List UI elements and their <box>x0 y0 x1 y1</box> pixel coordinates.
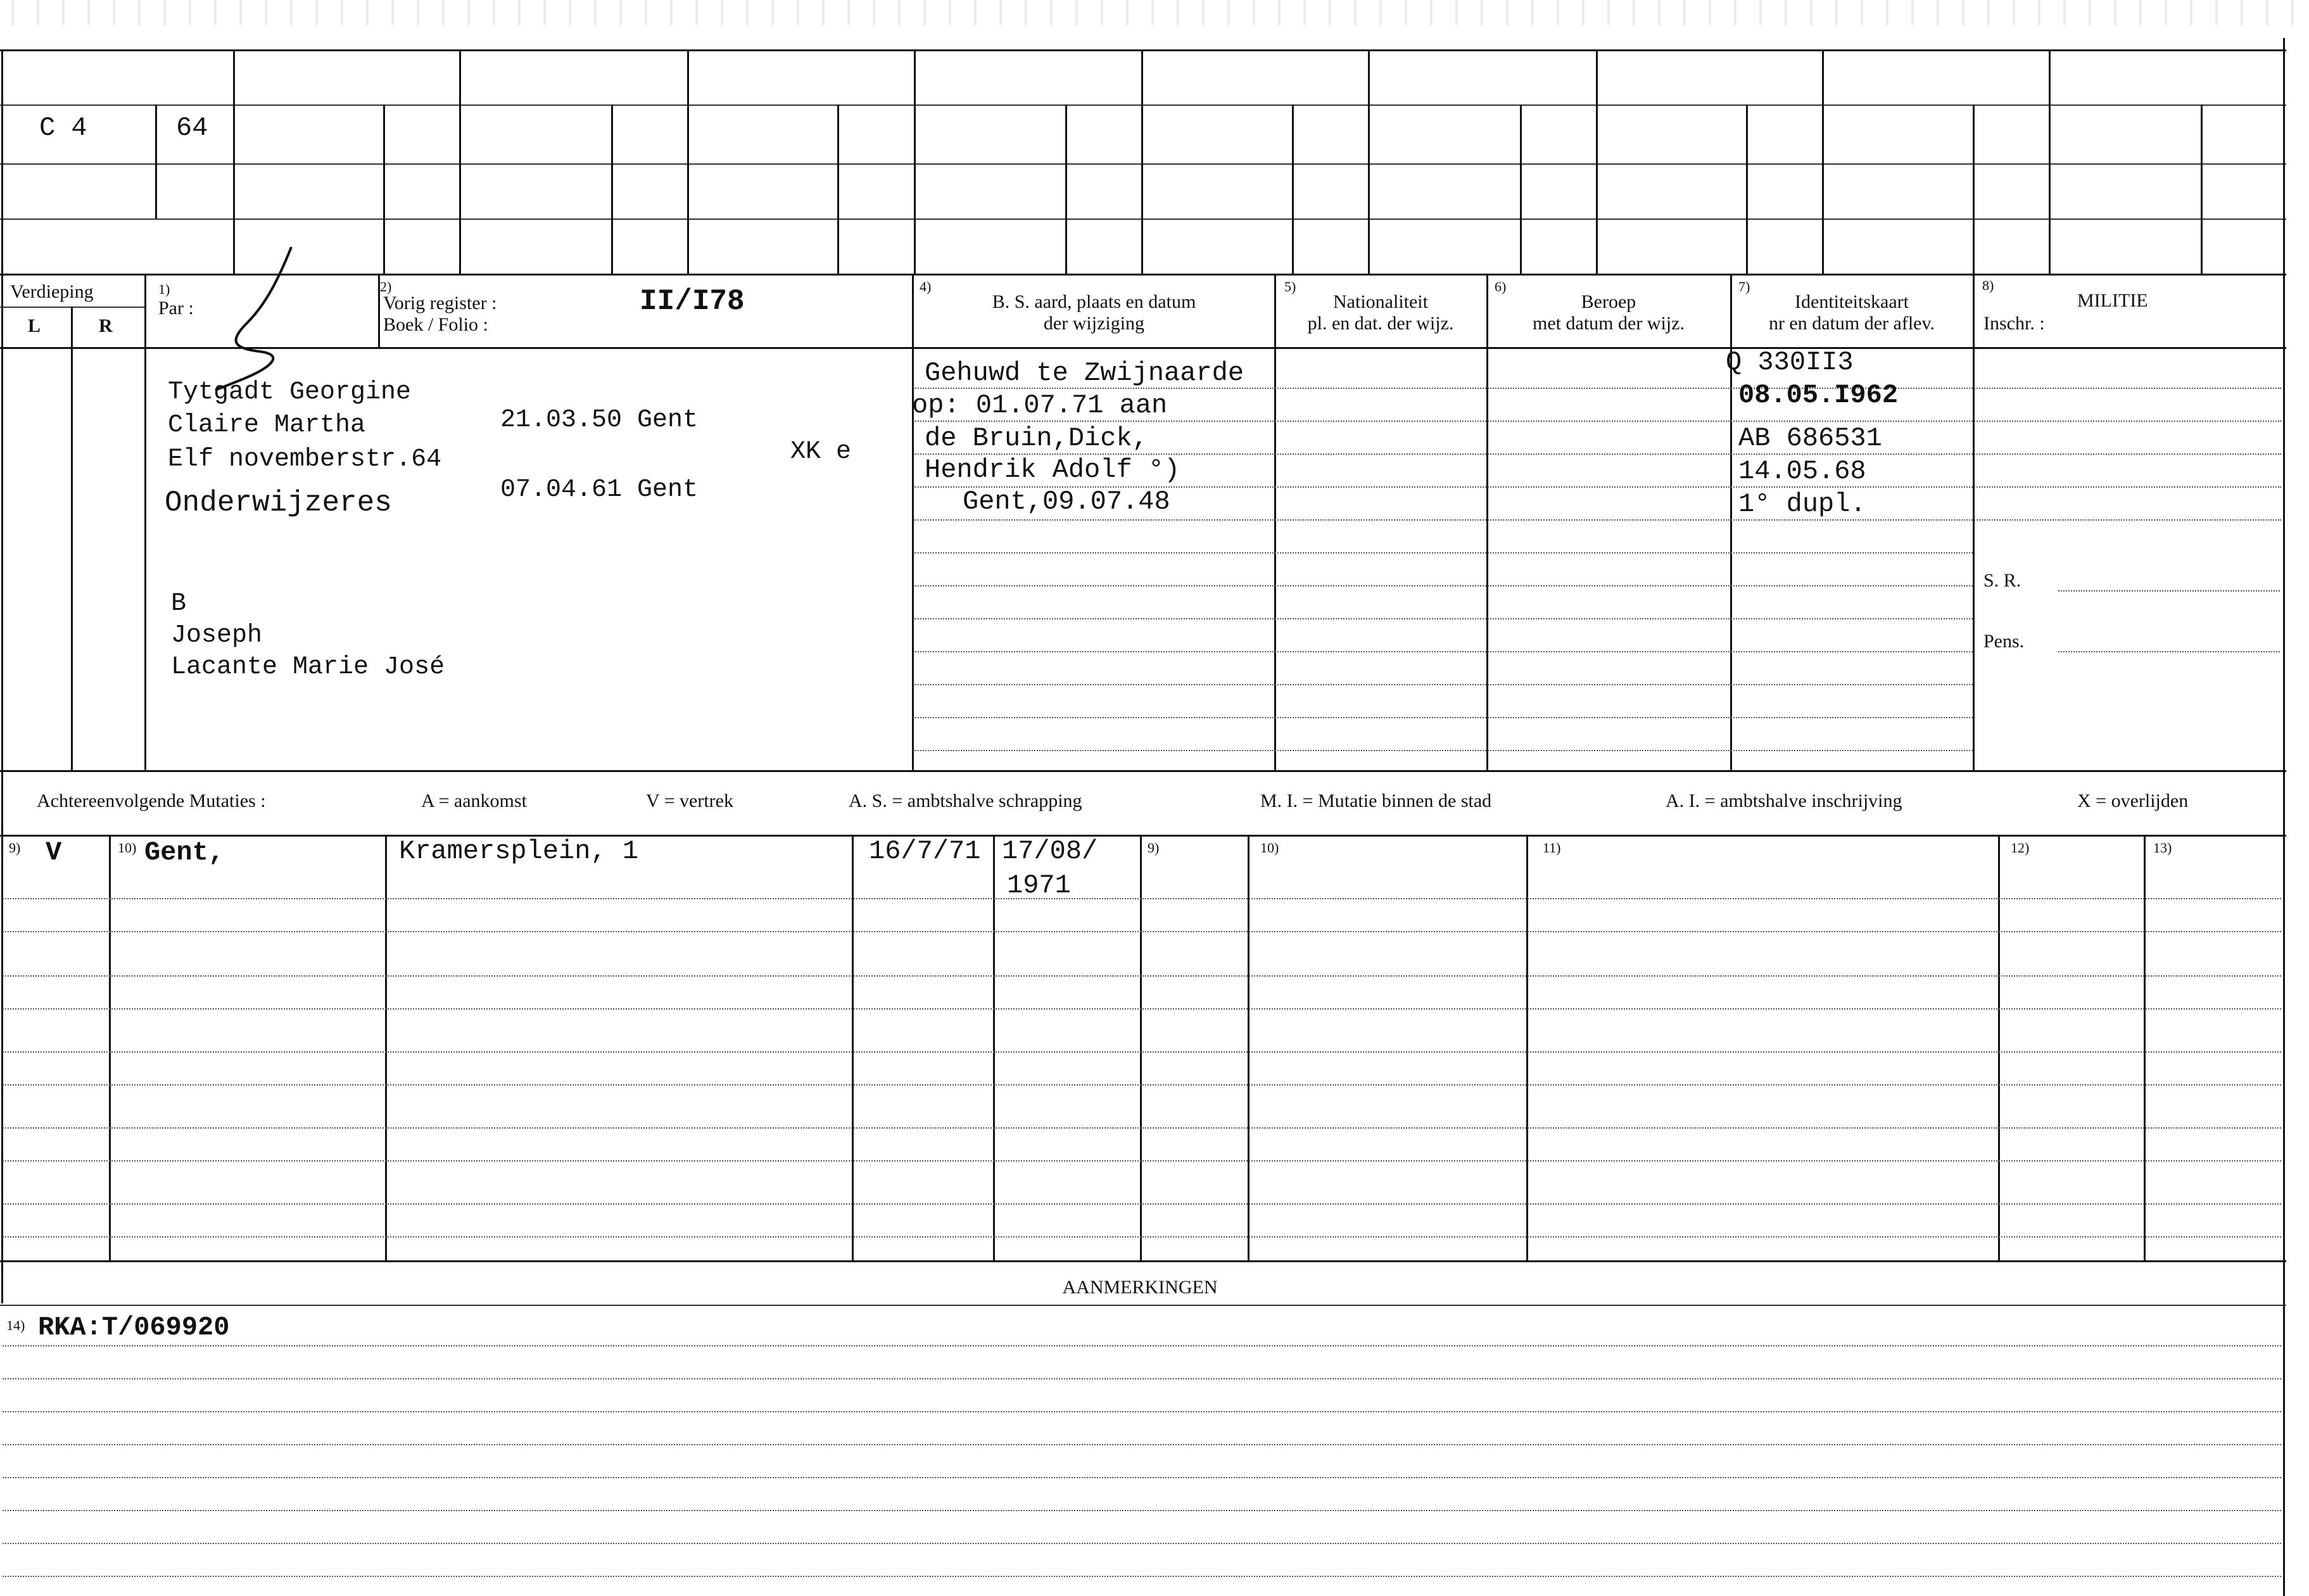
person-name-2: Claire Martha <box>168 411 366 440</box>
par-number: 1) <box>158 281 170 297</box>
mut-num-9: 9) <box>9 840 21 856</box>
militie-number: 8) <box>1982 277 1994 293</box>
mutation-city: Gent, <box>144 837 225 868</box>
person-address: Elf novemberstr.64 <box>168 445 442 474</box>
id-entry-4: 14.05.68 <box>1738 456 1866 486</box>
id-entry-5: 1° dupl. <box>1738 489 1866 519</box>
legend-aankomst: A = aankomst <box>421 790 527 811</box>
bs-header-1: B. S. aard, plaats en datum <box>992 291 1196 312</box>
vorig-number: 2) <box>380 279 392 294</box>
boek-folio-label: Boek / Folio : <box>383 314 488 335</box>
inschr-label: Inschr. : <box>1983 313 2045 334</box>
militie-label: MILITIE <box>2077 290 2148 311</box>
mut-num-13: 13) <box>2153 840 2172 856</box>
bs-header-2: der wijziging <box>1043 313 1145 334</box>
top-code-1: C 4 <box>39 113 87 143</box>
mutation-street: Kramersplein, 1 <box>399 836 639 866</box>
nat-header-2: pl. en dat. der wijz. <box>1307 313 1454 334</box>
legend-schrapping: A. S. = ambtshalve schrapping <box>849 790 1082 811</box>
mut-num-12: 12) <box>2011 840 2030 856</box>
id-number: 7) <box>1738 279 1750 294</box>
bs-entry-5: Gent,09.07.48 <box>963 486 1170 517</box>
legend-vertrek: V = vertrek <box>646 790 733 811</box>
mutation-date-12: 16/7/71 <box>869 836 981 866</box>
legend-inschrijving: A. I. = ambtshalve inschrijving <box>1666 790 1902 811</box>
person-name-1: Tytgadt Georgine <box>168 378 412 407</box>
verdieping-label: Verdieping <box>10 281 94 302</box>
remarks-value: RKA:T/069920 <box>38 1312 230 1343</box>
mut-num-10b: 10) <box>1260 840 1279 856</box>
nat-header-1: Nationaliteit <box>1333 291 1428 312</box>
top-code-2: 64 <box>176 113 208 143</box>
id-entry-1: Q 330II3 <box>1726 347 1854 377</box>
id-entry-3: AB 686531 <box>1738 423 1882 453</box>
nat-number: 5) <box>1284 279 1296 294</box>
pens-label: Pens. <box>1983 631 2025 652</box>
id-header-2: nr en datum der aflev. <box>1768 313 1935 334</box>
bs-entry-2: op: 01.07.71 aan <box>912 390 1168 421</box>
bs-entry-1: Gehuwd te Zwijnaarde <box>925 358 1244 388</box>
legend-title: Achtereenvolgende Mutaties : <box>37 790 266 811</box>
person-profession: Onderwijzeres <box>165 486 392 519</box>
par-label: Par : <box>158 298 194 319</box>
beroep-header-1: Beroep <box>1581 291 1636 312</box>
remarks-number: 14) <box>6 1317 25 1333</box>
legend-overlijden: X = overlijden <box>2077 790 2189 811</box>
vorig-register-label: Vorig register : <box>383 293 497 314</box>
father-name: Joseph <box>171 621 263 650</box>
remarks-divider <box>0 1305 2286 1306</box>
sr-label: S. R. <box>1983 570 2021 591</box>
person-box-bottom <box>0 770 2286 772</box>
mother-name: Lacante Marie José <box>171 653 445 681</box>
mutation-year-13: 1971 <box>1007 870 1071 901</box>
id-header-1: Identiteitskaart <box>1795 291 1909 312</box>
register-value: II/I78 <box>640 285 745 318</box>
birth-date-place: 21.03.50 Gent <box>500 406 699 434</box>
mut-num-10: 10) <box>118 840 137 856</box>
b-label: B <box>171 590 187 618</box>
bs-number: 4) <box>920 279 932 294</box>
remarks-title: AANMERKINGEN <box>1062 1277 1218 1298</box>
mut-num-11: 11) <box>1543 840 1561 856</box>
second-date-place: 07.04.61 Gent <box>500 476 699 504</box>
right-label: R <box>99 315 113 336</box>
mutation-date-13: 17/08/ <box>1002 836 1098 866</box>
id-entry-2: 08.05.I962 <box>1738 380 1899 410</box>
mutation-type: V <box>46 837 62 868</box>
beroep-header-2: met datum der wijz. <box>1533 313 1685 334</box>
handwritten-stroke <box>203 241 304 393</box>
legend-mutatie: M. I. = Mutatie binnen de stad <box>1260 790 1492 811</box>
strike-mark: XK e <box>790 438 852 466</box>
bs-entry-3: de Bruin,Dick, <box>925 423 1148 453</box>
torn-top-edge <box>0 0 2309 25</box>
bs-entry-4: Hendrik Adolf °) <box>925 455 1180 485</box>
beroep-number: 6) <box>1495 279 1507 294</box>
left-label: L <box>28 315 41 336</box>
mut-num-9b: 9) <box>1148 840 1160 856</box>
